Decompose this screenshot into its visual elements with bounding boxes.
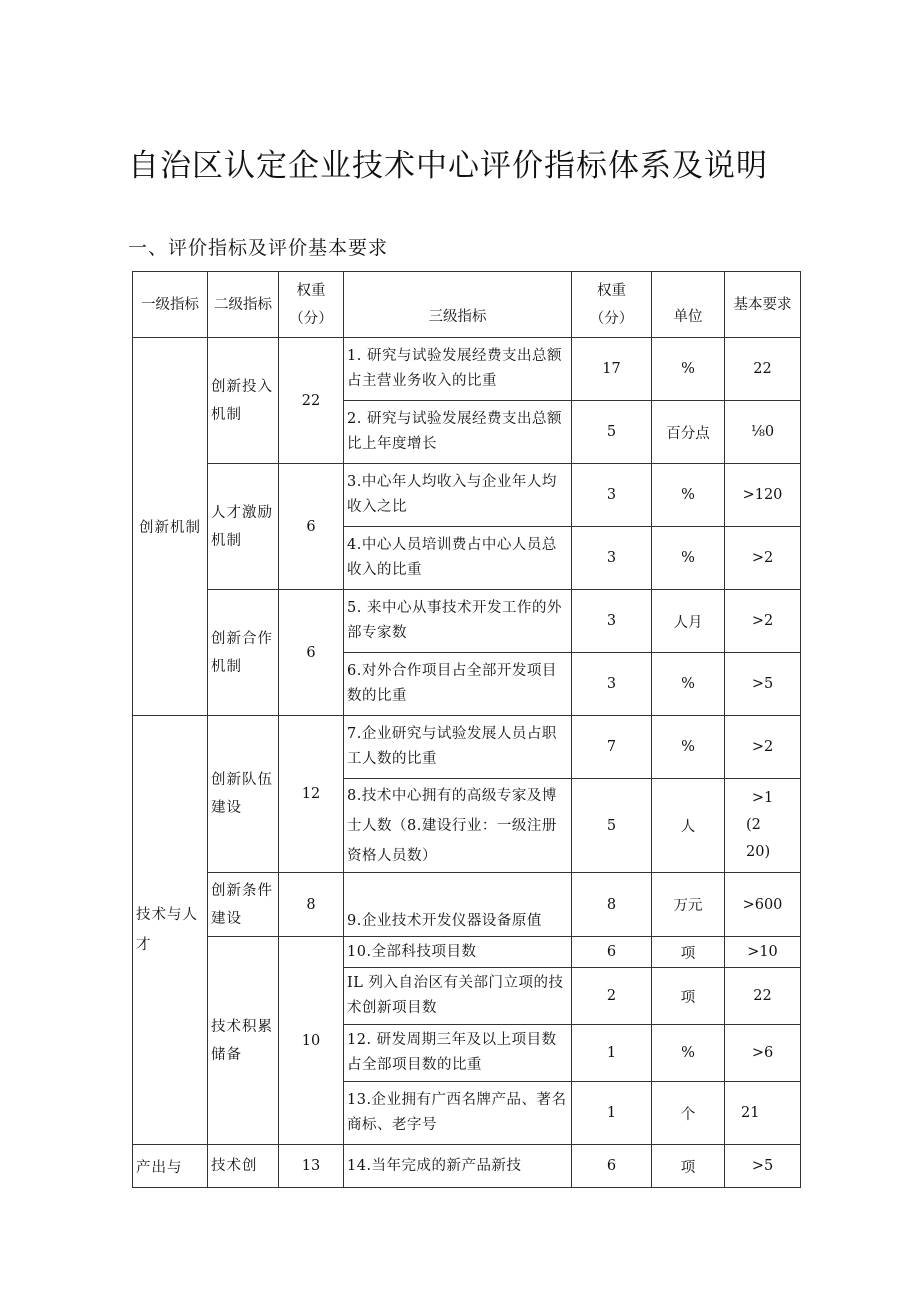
- level3-weight-cell: 17: [572, 338, 652, 401]
- table-row: [133, 1145, 801, 1188]
- level3-cell: 4.中心人员培训费占中心人员总收入的比重: [344, 527, 572, 590]
- header-level3: 三级指标: [344, 272, 572, 338]
- level2-cell: 创新投入机制: [208, 338, 279, 464]
- table-row: [133, 873, 801, 937]
- level2-cell: 创新条件建设: [208, 873, 279, 937]
- unit-cell: 人: [652, 779, 725, 873]
- unit-cell: 个: [652, 1082, 725, 1145]
- level2-cell: 创新队伍建设: [208, 716, 279, 873]
- header-weight2-top: 权重: [296, 282, 326, 299]
- level3-cell: 13.企业拥有广西名牌产品、著名商标、老字号: [344, 1082, 572, 1145]
- requirement-cell: >10: [725, 937, 801, 968]
- level2-cell: 创新合作机制: [208, 590, 279, 716]
- level3-weight-cell: 3: [572, 653, 652, 716]
- level3-weight-cell: 3: [572, 590, 652, 653]
- level2-cell: 技术创: [208, 1145, 279, 1188]
- level2-weight-cell: 12: [279, 716, 344, 873]
- level2-cell: 人才激励机制: [208, 464, 279, 590]
- unit-cell: %: [652, 653, 725, 716]
- header-weight3-top: 权重: [597, 282, 626, 299]
- requirement-cell: >600: [725, 873, 801, 937]
- header-weight2-bottom: （分）: [289, 310, 333, 327]
- level2-weight-cell: 6: [279, 464, 344, 590]
- requirement-cell: [725, 779, 801, 873]
- requirement-cell: >120: [725, 464, 801, 527]
- requirement-cell: 22: [725, 338, 801, 401]
- requirement-cell: >6: [725, 1025, 801, 1082]
- level2-cell: 技术积累储备: [208, 937, 279, 1145]
- level3-weight-cell: 8: [572, 873, 652, 937]
- table-header-row: [133, 272, 801, 338]
- header-weight3-bottom: （分）: [589, 310, 634, 327]
- requirement-cell: >2: [725, 527, 801, 590]
- requirement-cell: >2: [725, 590, 801, 653]
- table-row: [133, 716, 801, 779]
- unit-cell: %: [652, 338, 725, 401]
- level3-cell: 12. 研发周期三年及以上项目数占全部项目数的比重: [344, 1025, 572, 1082]
- level2-weight-cell: 13: [279, 1145, 344, 1188]
- level3-weight-cell: 5: [572, 401, 652, 464]
- unit-cell: %: [652, 527, 725, 590]
- level3-weight-cell: 1: [572, 1025, 652, 1082]
- level3-cell: 9.企业技术开发仪器设备原值: [344, 873, 572, 937]
- level2-weight-cell: 22: [279, 338, 344, 464]
- level3-weight-cell: 6: [572, 937, 652, 968]
- level3-cell: 14.当年完成的新产品新技: [344, 1145, 572, 1188]
- level3-cell: 6.对外合作项目占全部开发项目数的比重: [344, 653, 572, 716]
- evaluation-index-table: [132, 271, 801, 1188]
- level3-cell: 1. 研究与试验发展经费支出总额占主营业务收入的比重: [344, 338, 572, 401]
- level1-cell: 产出与: [133, 1145, 208, 1188]
- requirement-cell: 22: [725, 968, 801, 1025]
- header-weight3: [572, 272, 652, 338]
- level3-weight-cell: 5: [572, 779, 652, 873]
- requirement-line: (2: [746, 817, 761, 833]
- header-requirement: 基本要求: [725, 272, 801, 338]
- unit-cell: 万元: [652, 873, 725, 937]
- unit-cell: %: [652, 716, 725, 779]
- header-weight2: [279, 272, 344, 338]
- level3-cell: 5. 来中心从事技术开发工作的外部专家数: [344, 590, 572, 653]
- level3-cell: 3.中心年人均收入与企业年人均收入之比: [344, 464, 572, 527]
- unit-cell: %: [652, 1025, 725, 1082]
- table-row: [133, 338, 801, 401]
- level1-cell: 创新机制: [133, 338, 208, 716]
- level3-weight-cell: 3: [572, 464, 652, 527]
- table-row: [133, 937, 801, 968]
- level2-weight-cell: 10: [279, 937, 344, 1145]
- level3-cell: 8.技术中心拥有的高级专家及博士人数（8.建设行业：一级注册资格人员数）: [344, 779, 572, 873]
- requirement-line: >1: [751, 790, 774, 806]
- unit-cell: 项: [652, 1145, 725, 1188]
- header-level2: 二级指标: [208, 272, 279, 338]
- requirement-cell: >5: [725, 653, 801, 716]
- table-row: [133, 590, 801, 653]
- level2-weight-cell: 6: [279, 590, 344, 716]
- level1-cell: 技术与人才: [133, 716, 208, 1145]
- level3-cell: 10.全部科技项目数: [344, 937, 572, 968]
- unit-cell: 项: [652, 937, 725, 968]
- level2-weight-cell: 8: [279, 873, 344, 937]
- requirement-cell: ⅛0: [725, 401, 801, 464]
- unit-cell: 项: [652, 968, 725, 1025]
- header-unit: 单位: [652, 272, 725, 338]
- unit-cell: %: [652, 464, 725, 527]
- level3-weight-cell: 3: [572, 527, 652, 590]
- level3-cell: 2. 研究与试验发展经费支出总额比上年度增长: [344, 401, 572, 464]
- level3-weight-cell: 7: [572, 716, 652, 779]
- level3-weight-cell: 1: [572, 1082, 652, 1145]
- requirement-line: 20): [746, 844, 771, 860]
- requirement-cell: >5: [725, 1145, 801, 1188]
- header-level1: 一级指标: [133, 272, 208, 338]
- table-row: [133, 464, 801, 527]
- unit-cell: 百分点: [652, 401, 725, 464]
- level3-weight-cell: 2: [572, 968, 652, 1025]
- page-title: 自治区认定企业技术中心评价指标体系及说明: [128, 148, 768, 184]
- level3-cell: 7.企业研究与试验发展人员占职工人数的比重: [344, 716, 572, 779]
- level3-cell: IL 列入自治区有关部门立项的技术创新项目数: [344, 968, 572, 1025]
- section-heading: 一、评价指标及评价基本要求: [128, 237, 389, 259]
- unit-cell: 人月: [652, 590, 725, 653]
- requirement-cell: 21: [725, 1082, 801, 1145]
- level3-weight-cell: 6: [572, 1145, 652, 1188]
- requirement-cell: >2: [725, 716, 801, 779]
